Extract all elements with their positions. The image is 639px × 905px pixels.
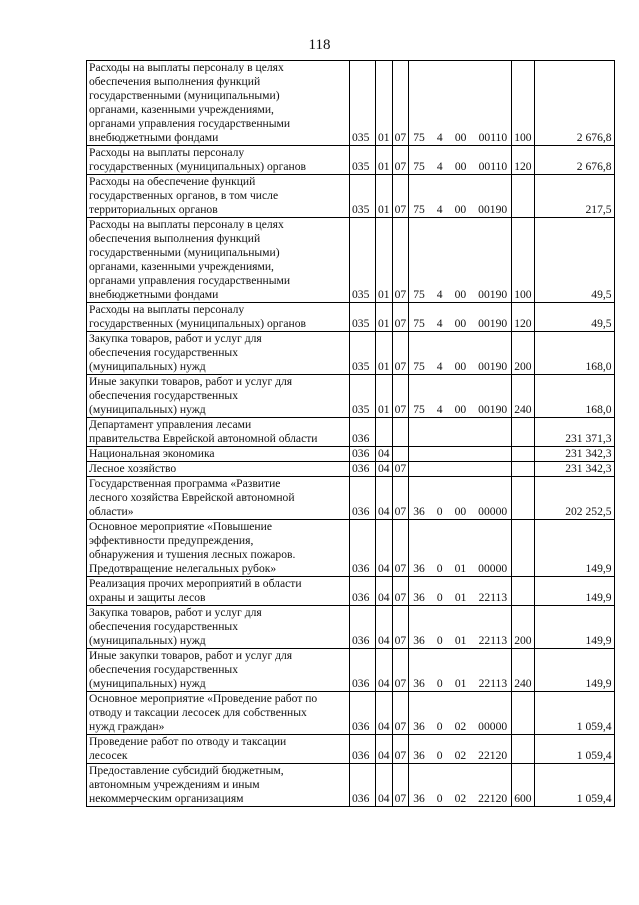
pr-code: 07 (392, 146, 409, 175)
csr-parts (411, 160, 509, 174)
csr-parts (411, 591, 509, 605)
rz-code: 01 (376, 146, 393, 175)
csr-part: 0 (436, 562, 443, 575)
table-row (87, 375, 615, 418)
row-name-line: Иные закупки товаров, работ и услуг для (89, 375, 293, 388)
row-name-line: Иные закупки товаров, работ и услуг для (89, 649, 293, 662)
pr-code: 07 (392, 462, 409, 477)
ved-code: 036 (350, 577, 376, 606)
vr-code (512, 477, 534, 520)
csr-code (409, 175, 512, 218)
csr-part: 0 (436, 720, 443, 733)
ved-code: 036 (350, 477, 376, 520)
rz-code: 01 (376, 175, 393, 218)
row-name-line: обеспечения государственных (89, 620, 239, 633)
csr-code (409, 477, 512, 520)
csr-part: 0 (436, 749, 443, 762)
row-name-line: внебюджетными фондами (89, 131, 219, 144)
amount: 1 059,4 (534, 764, 614, 807)
csr-code (409, 649, 512, 692)
row-name (87, 332, 350, 375)
table-row (87, 146, 615, 175)
vr-code (512, 735, 534, 764)
row-name-line: (муниципальных) нужд (89, 677, 206, 690)
row-name-line: обнаружения и тушения лесных пожаров. (89, 548, 296, 561)
vr-code: 240 (512, 649, 534, 692)
csr-part: 02 (454, 749, 467, 762)
pr-code: 07 (392, 692, 409, 735)
row-name-line: правительства Еврейской автономной области (89, 432, 318, 445)
csr-part: 00 (454, 160, 467, 173)
ved-code: 035 (350, 146, 376, 175)
ved-code: 036 (350, 418, 376, 447)
csr-part: 00190 (478, 360, 508, 373)
rz-code: 04 (376, 692, 393, 735)
csr-part: 36 (413, 792, 425, 805)
csr-part: 0 (436, 634, 443, 647)
csr-part: 00190 (478, 317, 508, 330)
amount: 168,0 (534, 332, 614, 375)
amount: 217,5 (534, 175, 614, 218)
csr-code (409, 303, 512, 332)
csr-part: 00 (454, 317, 467, 330)
pr-code: 07 (392, 477, 409, 520)
csr-part: 36 (413, 749, 425, 762)
rz-code: 01 (376, 332, 393, 375)
ved-code: 035 (350, 375, 376, 418)
rz-code: 04 (376, 447, 393, 462)
vr-code (512, 462, 534, 477)
table-row (87, 332, 615, 375)
row-name-line: Проведение работ по отводу и таксации (89, 735, 287, 748)
csr-parts (411, 131, 509, 145)
csr-part: 0 (436, 792, 443, 805)
row-name-line: (муниципальных) нужд (89, 403, 206, 416)
row-name-line: эффективности предупреждения, (89, 534, 254, 547)
row-name-line: Национальная экономика (89, 447, 215, 460)
csr-code (409, 447, 512, 462)
csr-parts (411, 505, 509, 519)
ved-code: 036 (350, 764, 376, 807)
rz-code: 04 (376, 520, 393, 577)
row-name (87, 218, 350, 303)
csr-part: 00000 (478, 720, 508, 733)
ved-code: 035 (350, 303, 376, 332)
csr-part: 01 (454, 634, 467, 647)
csr-code (409, 418, 512, 447)
csr-part: 01 (454, 677, 467, 690)
pr-code: 07 (392, 577, 409, 606)
ved-code: 036 (350, 649, 376, 692)
table-row (87, 577, 615, 606)
ved-code: 036 (350, 520, 376, 577)
row-name-line: обеспечения государственных (89, 346, 239, 359)
pr-code: 07 (392, 61, 409, 146)
csr-parts (411, 792, 509, 806)
csr-part: 75 (413, 288, 425, 301)
rz-code: 04 (376, 606, 393, 649)
csr-part: 4 (436, 131, 443, 144)
csr-part: 0 (436, 505, 443, 518)
row-name-line: Предотвращение нелегальных рубок» (89, 562, 277, 575)
csr-part: 0 (436, 591, 443, 604)
csr-part: 00 (454, 505, 467, 518)
rz-code: 01 (376, 218, 393, 303)
csr-part: 00190 (478, 203, 508, 216)
pr-code (392, 418, 409, 447)
amount: 202 252,5 (534, 477, 614, 520)
row-name (87, 649, 350, 692)
page-number: 118 (308, 37, 331, 53)
csr-part: 75 (413, 131, 425, 144)
csr-part: 36 (413, 591, 425, 604)
csr-part: 36 (413, 720, 425, 733)
csr-parts (411, 634, 509, 648)
row-name-line: государственных (муниципальных) органов (89, 160, 306, 173)
amount: 231 342,3 (534, 447, 614, 462)
csr-parts (411, 317, 509, 331)
row-name-line: Реализация прочих мероприятий в области (89, 577, 302, 590)
pr-code: 07 (392, 606, 409, 649)
pr-code: 07 (392, 764, 409, 807)
row-name-line: государственными (муниципальными) (89, 246, 280, 259)
csr-part: 22120 (478, 792, 508, 805)
rz-code: 01 (376, 61, 393, 146)
csr-part: 22120 (478, 749, 508, 762)
table-row (87, 735, 615, 764)
amount: 1 059,4 (534, 735, 614, 764)
pr-code: 07 (392, 332, 409, 375)
vr-code: 200 (512, 332, 534, 375)
table-row (87, 520, 615, 577)
csr-parts (411, 288, 509, 302)
row-name-line: (муниципальных) нужд (89, 360, 206, 373)
row-name (87, 375, 350, 418)
rz-code: 01 (376, 303, 393, 332)
row-name-line: (муниципальных) нужд (89, 634, 206, 647)
csr-part: 4 (436, 203, 443, 216)
rz-code: 04 (376, 577, 393, 606)
table-row (87, 218, 615, 303)
csr-part: 00 (454, 203, 467, 216)
csr-code (409, 332, 512, 375)
vr-code: 120 (512, 146, 534, 175)
csr-parts (411, 360, 509, 374)
row-name-line: Расходы на выплаты персоналу (89, 303, 245, 316)
vr-code: 200 (512, 606, 534, 649)
csr-part: 00000 (478, 562, 508, 575)
row-name (87, 418, 350, 447)
csr-part: 36 (413, 677, 425, 690)
row-name-line: Лесное хозяйство (89, 462, 177, 475)
amount: 49,5 (534, 303, 614, 332)
row-name-line: Расходы на выплаты персоналу (89, 146, 245, 159)
pr-code: 07 (392, 218, 409, 303)
table-row (87, 175, 615, 218)
csr-part: 75 (413, 203, 425, 216)
csr-code (409, 462, 512, 477)
csr-parts (411, 720, 509, 734)
csr-part: 75 (413, 160, 425, 173)
row-name-line: органами управления государственными (89, 117, 291, 130)
csr-code (409, 735, 512, 764)
row-name-line: Основное мероприятие «Проведение работ по (89, 692, 318, 705)
rz-code: 04 (376, 477, 393, 520)
row-name-line: отводу и таксации лесосек для собственных (89, 706, 307, 719)
csr-part: 0 (436, 677, 443, 690)
row-name-line: органами, казенными учреждениями, (89, 260, 274, 273)
row-name-line: обеспечения выполнения функций (89, 75, 261, 88)
row-name (87, 447, 350, 462)
csr-part: 4 (436, 360, 443, 373)
csr-part: 4 (436, 288, 443, 301)
amount: 2 676,8 (534, 61, 614, 146)
table-row (87, 462, 615, 477)
ved-code: 036 (350, 692, 376, 735)
csr-parts (411, 203, 509, 217)
amount: 149,9 (534, 606, 614, 649)
ved-code: 035 (350, 175, 376, 218)
row-name-line: государственными (муниципальными) (89, 89, 280, 102)
row-name-line: Основное мероприятие «Повышение (89, 520, 272, 533)
csr-part: 00190 (478, 288, 508, 301)
amount: 149,9 (534, 649, 614, 692)
row-name-line: обеспечения выполнения функций (89, 232, 261, 245)
csr-part: 00 (454, 403, 467, 416)
csr-part: 4 (436, 403, 443, 416)
vr-code (512, 692, 534, 735)
csr-code (409, 577, 512, 606)
row-name (87, 61, 350, 146)
table-row (87, 303, 615, 332)
csr-part: 75 (413, 403, 425, 416)
row-name-line: государственных органов, в том числе (89, 189, 279, 202)
csr-part: 36 (413, 562, 425, 575)
csr-code (409, 218, 512, 303)
csr-part: 00 (454, 288, 467, 301)
ved-code: 036 (350, 462, 376, 477)
row-name-line: Государственная программа «Развитие (89, 477, 281, 490)
ved-code: 035 (350, 218, 376, 303)
csr-part: 01 (454, 591, 467, 604)
csr-code (409, 692, 512, 735)
row-name-line: лесосек (89, 749, 128, 762)
rz-code: 04 (376, 735, 393, 764)
pr-code (392, 447, 409, 462)
csr-part: 75 (413, 360, 425, 373)
row-name-line: Расходы на выплаты персоналу в целях (89, 218, 284, 231)
csr-part: 01 (454, 562, 467, 575)
vr-code (512, 418, 534, 447)
row-name-line: обеспечения государственных (89, 663, 239, 676)
row-name-line: обеспечения государственных (89, 389, 239, 402)
amount: 168,0 (534, 375, 614, 418)
vr-code: 240 (512, 375, 534, 418)
vr-code: 100 (512, 61, 534, 146)
pr-code: 07 (392, 303, 409, 332)
csr-part: 02 (454, 720, 467, 733)
row-name-line: Расходы на выплаты персоналу в целях (89, 61, 284, 74)
pr-code: 07 (392, 175, 409, 218)
amount: 149,9 (534, 577, 614, 606)
table-row (87, 477, 615, 520)
csr-parts (411, 403, 509, 417)
row-name-line: Предоставление субсидий бюджетным, (89, 764, 284, 777)
vr-code (512, 577, 534, 606)
row-name (87, 462, 350, 477)
row-name (87, 175, 350, 218)
ved-code: 036 (350, 606, 376, 649)
vr-code: 100 (512, 218, 534, 303)
csr-code (409, 146, 512, 175)
amount: 231 342,3 (534, 462, 614, 477)
pr-code: 07 (392, 375, 409, 418)
row-name-line: Департамент управления лесами (89, 418, 252, 431)
row-name-line: органами управления государственными (89, 274, 291, 287)
csr-code (409, 764, 512, 807)
row-name (87, 520, 350, 577)
row-name (87, 577, 350, 606)
csr-part: 22113 (478, 634, 508, 647)
row-name-line: государственных (муниципальных) органов (89, 317, 306, 330)
vr-code (512, 175, 534, 218)
row-name (87, 146, 350, 175)
row-name-line: лесного хозяйства Еврейской автономной (89, 491, 295, 504)
row-name-line: охраны и защиты лесов (89, 591, 206, 604)
row-name-line: некоммерческим организациям (89, 792, 244, 805)
csr-part: 36 (413, 505, 425, 518)
csr-part: 36 (413, 634, 425, 647)
amount: 2 676,8 (534, 146, 614, 175)
csr-part: 22113 (478, 677, 508, 690)
amount: 149,9 (534, 520, 614, 577)
table-row (87, 418, 615, 447)
csr-parts (411, 749, 509, 763)
ved-code: 035 (350, 61, 376, 146)
row-name-line: области» (89, 505, 134, 518)
row-name-line: автономным учреждениям и иным (89, 778, 260, 791)
csr-part: 00 (454, 131, 467, 144)
csr-part: 00190 (478, 403, 508, 416)
row-name (87, 477, 350, 520)
row-name-line: территориальных органов (89, 203, 218, 216)
table-row (87, 649, 615, 692)
table-row (87, 692, 615, 735)
rz-code (376, 418, 393, 447)
csr-part: 22113 (478, 591, 508, 604)
row-name-line: Расходы на обеспечение функций (89, 175, 256, 188)
row-name-line: органами, казенными учреждениями, (89, 103, 274, 116)
vr-code: 120 (512, 303, 534, 332)
csr-part: 00000 (478, 505, 508, 518)
csr-code (409, 375, 512, 418)
row-name-line: нужд граждан» (89, 720, 165, 733)
rz-code: 01 (376, 375, 393, 418)
ved-code: 035 (350, 332, 376, 375)
amount: 1 059,4 (534, 692, 614, 735)
table-body (87, 61, 615, 807)
csr-part: 00110 (478, 131, 508, 144)
row-name (87, 303, 350, 332)
csr-parts (411, 562, 509, 576)
csr-parts (411, 677, 509, 691)
row-name-line: Закупка товаров, работ и услуг для (89, 332, 262, 345)
amount: 49,5 (534, 218, 614, 303)
csr-part: 00110 (478, 160, 508, 173)
row-name (87, 735, 350, 764)
pr-code: 07 (392, 649, 409, 692)
csr-code (409, 61, 512, 146)
table-row (87, 764, 615, 807)
csr-code (409, 520, 512, 577)
row-name (87, 764, 350, 807)
row-name (87, 692, 350, 735)
vr-code (512, 520, 534, 577)
amount: 231 371,3 (534, 418, 614, 447)
csr-part: 75 (413, 317, 425, 330)
vr-code (512, 447, 534, 462)
vr-code: 600 (512, 764, 534, 807)
rz-code: 04 (376, 764, 393, 807)
table-row (87, 606, 615, 649)
row-name-line: Закупка товаров, работ и услуг для (89, 606, 262, 619)
ved-code: 036 (350, 735, 376, 764)
budget-table (86, 60, 615, 807)
csr-code (409, 606, 512, 649)
pr-code: 07 (392, 520, 409, 577)
rz-code: 04 (376, 462, 393, 477)
row-name-line: внебюджетными фондами (89, 288, 219, 301)
table-row (87, 447, 615, 462)
rz-code: 04 (376, 649, 393, 692)
csr-part: 02 (454, 792, 467, 805)
ved-code: 036 (350, 447, 376, 462)
csr-part: 4 (436, 160, 443, 173)
csr-part: 4 (436, 317, 443, 330)
csr-part: 00 (454, 360, 467, 373)
pr-code: 07 (392, 735, 409, 764)
table-row (87, 61, 615, 146)
row-name (87, 606, 350, 649)
